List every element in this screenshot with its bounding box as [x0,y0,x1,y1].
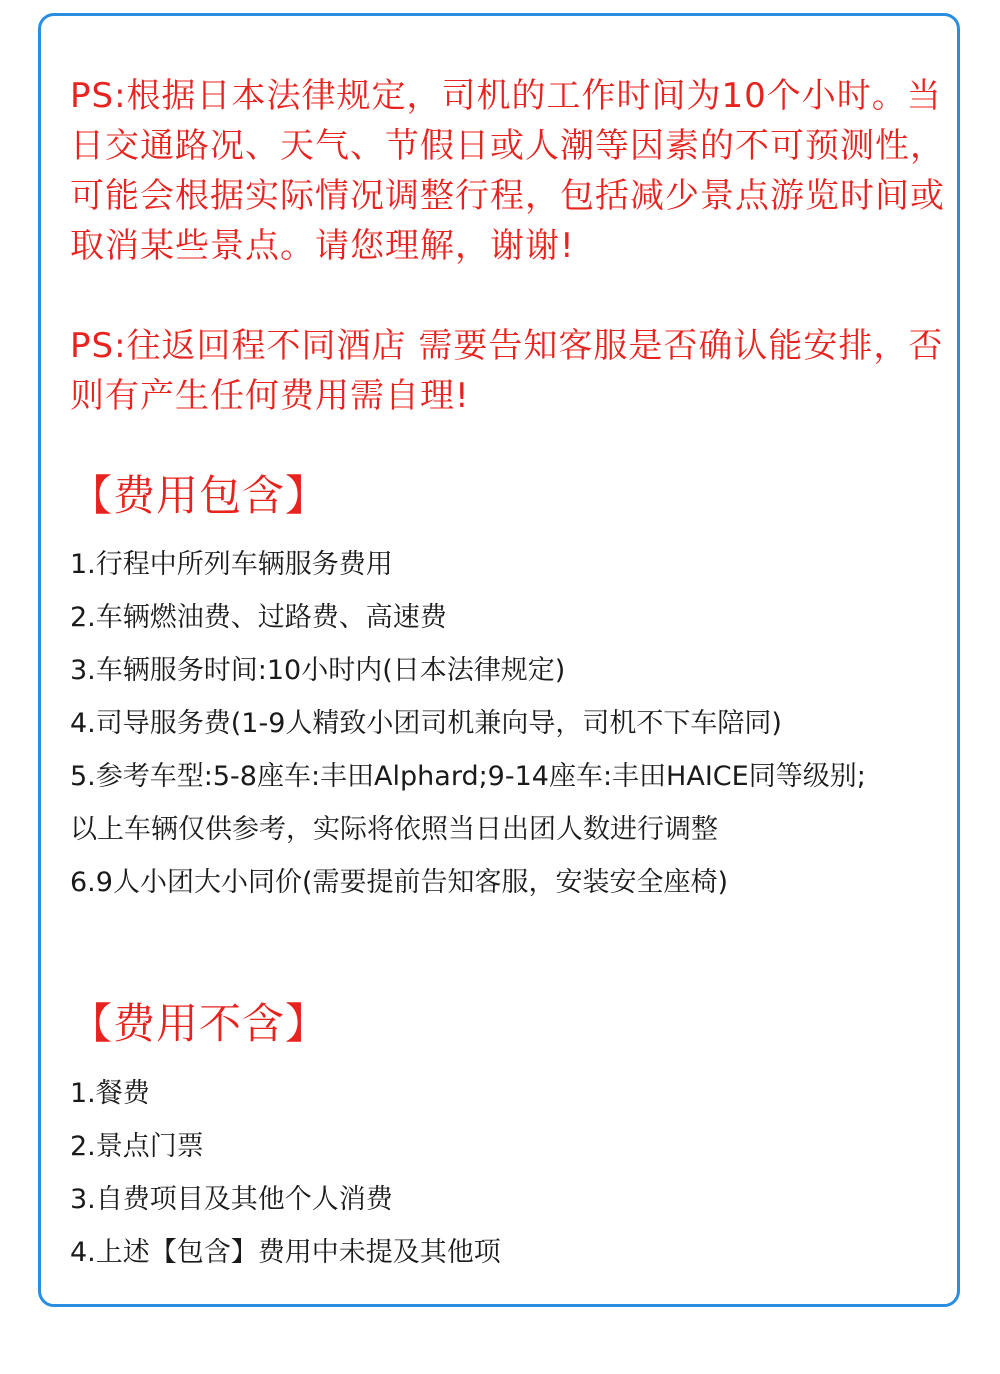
list-item: 1.行程中所列车辆服务费用 [70,549,393,580]
list-item: 2.车辆燃油费、过路费、高速费 [70,602,447,633]
section-title-fees-excluded: 【费用不含】 [70,999,329,1048]
fees-included-list [70,538,960,909]
list-item: 3.自费项目及其他个人消费 [70,1184,393,1215]
list-item: 4.上述【包含】费用中未提及其他项 [70,1237,501,1268]
list-item: 1.餐费 [70,1078,150,1109]
list-item: 2.景点门票 [70,1131,204,1162]
info-card [38,13,960,1307]
fees-excluded-list [70,1067,960,1279]
section-title-fees-included: 【费用包含】 [70,471,329,520]
notice-different-hotels: PS:往返回程不同酒店 需要告知客服是否确认能安排，否则有产生任何费用需自理! [70,326,944,416]
list-item: 3.车辆服务时间:10小时内(日本法律规定) [70,655,566,686]
list-item: 6.9人小团大小同价(需要提前告知客服，安装安全座椅) [70,867,729,898]
list-item: 4.司导服务费(1-9人精致小团司机兼向导，司机不下车陪同) [70,708,782,739]
list-item: 以上车辆仅供参考，实际将依照当日出团人数进行调整 [70,814,718,845]
list-item: 5.参考车型:5-8座车:丰田Alphard;9-14座车:丰田HAICE同等级别; [70,761,866,792]
notice-working-hours: PS:根据日本法律规定，司机的工作时间为10个小时。当日交通路况、天气、节假日或人潮等因素的不可预测性，可能会根据实际情况调整行程，包括减少景点游览时间或取消某些景点。请您理解，谢谢! [70,76,945,266]
